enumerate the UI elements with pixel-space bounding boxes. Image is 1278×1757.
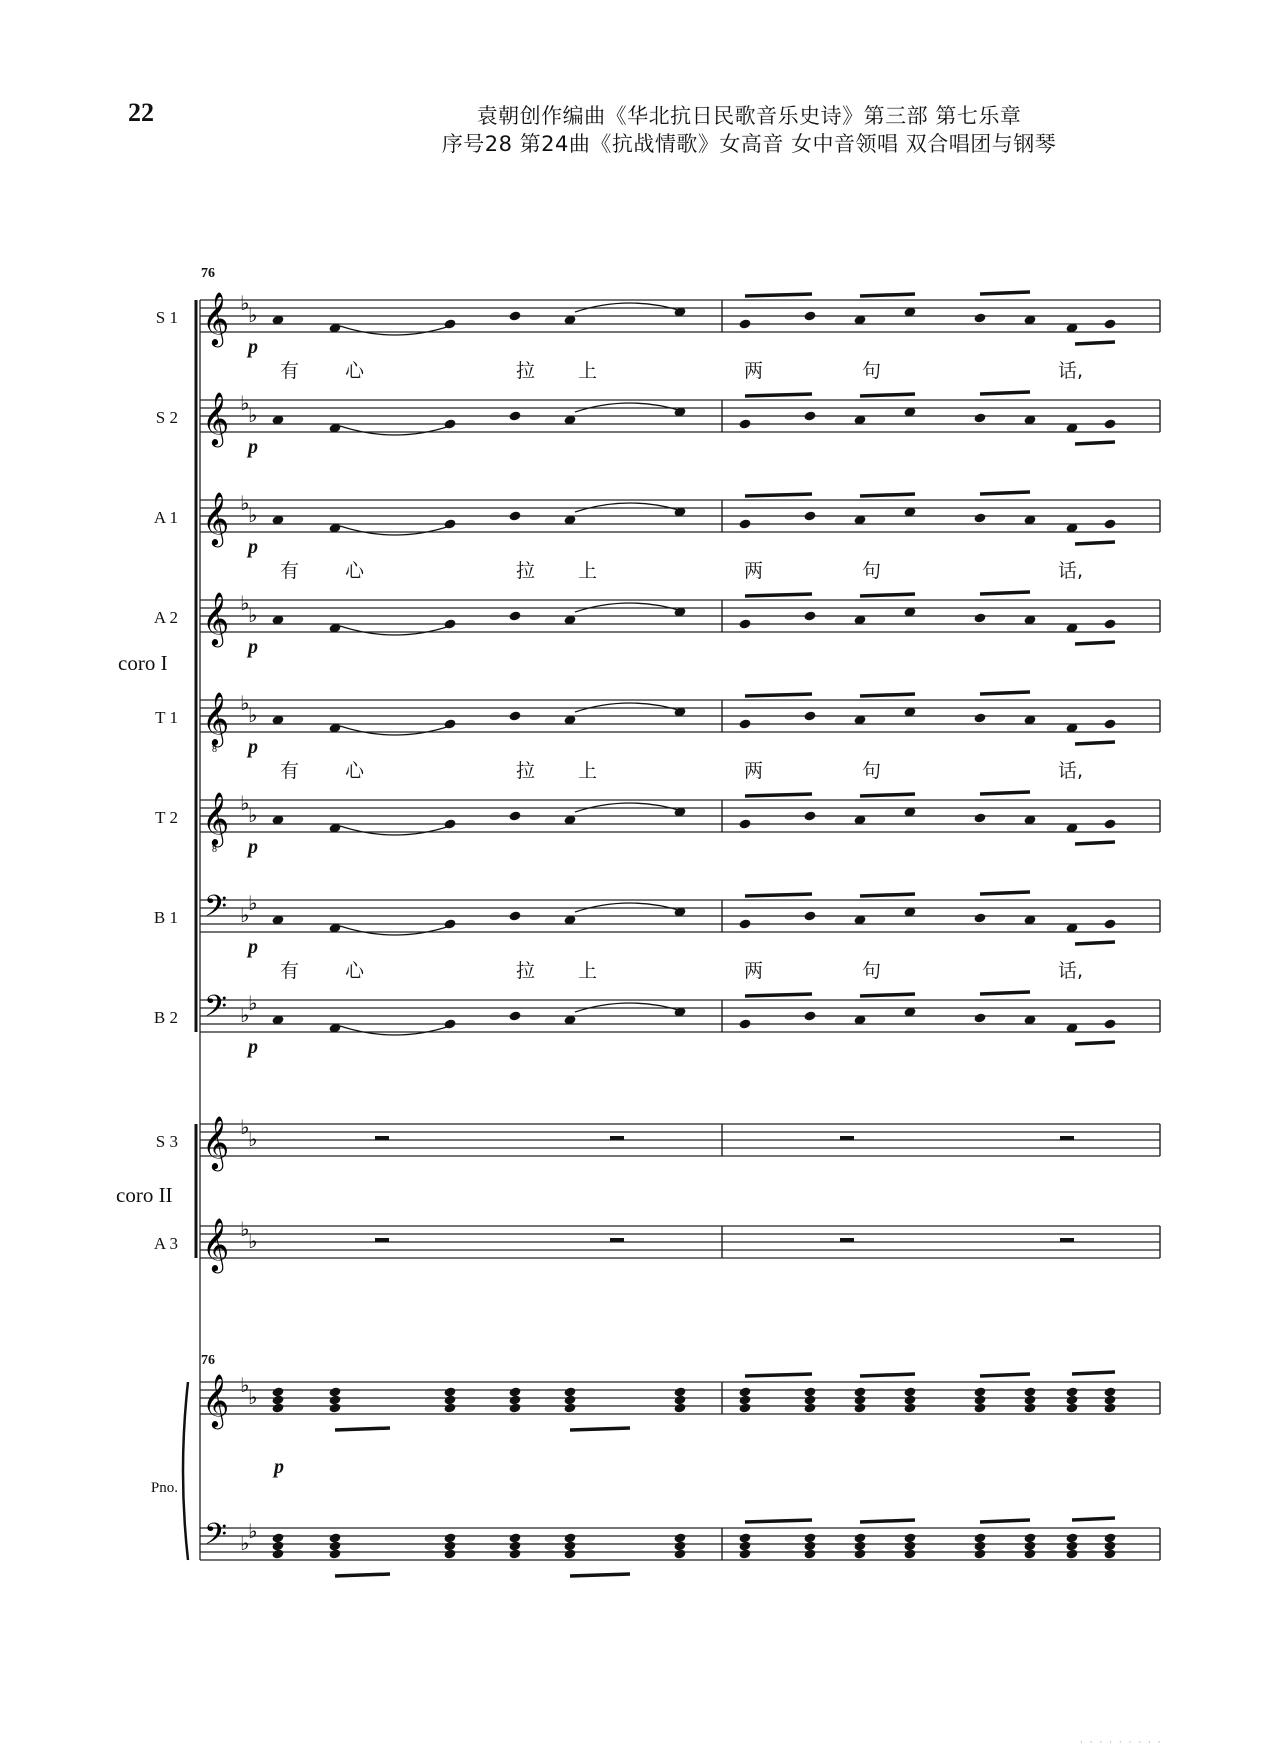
lyric-syllable: 心 [345, 760, 365, 782]
beam [335, 1574, 390, 1576]
bass-clef-icon: 𝄢 [204, 990, 228, 1031]
lyric-syllable: 有 [280, 560, 300, 582]
beam [980, 992, 1030, 994]
beam [570, 1574, 630, 1576]
beam [1075, 542, 1115, 544]
flat-icon: ♭ [248, 503, 258, 527]
treble-clef-icon: 𝄞 [202, 1115, 230, 1169]
flat-icon: ♭ [240, 1531, 250, 1555]
half-rest [610, 1136, 624, 1140]
flat-icon: ♭ [248, 891, 258, 915]
lyric-syllable: 有 [280, 760, 300, 782]
notehead [738, 918, 751, 929]
header-title: 袁朝创作编曲《华北抗日民歌音乐史诗》第三部 第七乐章 [476, 104, 1022, 128]
flat-icon: ♭ [240, 1217, 250, 1241]
beam [980, 592, 1030, 594]
flat-icon: ♭ [240, 903, 250, 927]
staff-label: T 1 [155, 708, 178, 727]
notehead [803, 810, 816, 821]
half-rest [1060, 1238, 1074, 1242]
beam [860, 1374, 915, 1376]
treble-clef-icon: 𝄞 [202, 1217, 230, 1271]
notehead [853, 1402, 866, 1413]
lyric-syllable: 话, [1058, 560, 1084, 582]
lyric-syllable: 拉 [516, 960, 536, 982]
lyric-syllable: 两 [744, 760, 764, 782]
flat-icon: ♭ [248, 991, 258, 1015]
measure-number: 76 [201, 266, 215, 281]
staff-label: S 1 [155, 308, 178, 327]
notehead [1065, 1548, 1078, 1559]
dynamic-marking: p [248, 736, 258, 758]
group-label-coro2: coro II [116, 1183, 173, 1207]
slur [340, 726, 450, 735]
lyric-syllable: 两 [744, 960, 764, 982]
beam [860, 694, 915, 696]
staff-label: A 2 [153, 608, 178, 627]
notehead [803, 1548, 816, 1559]
flat-icon: ♭ [240, 791, 250, 815]
treble-clef-icon: 𝄞 [202, 291, 230, 345]
beam [980, 1374, 1030, 1376]
lyric-syllable: 话, [1058, 960, 1084, 982]
dynamic-marking: p [248, 1036, 258, 1058]
beam [335, 1428, 390, 1430]
staff-label: A 1 [153, 508, 178, 527]
notehead [853, 1548, 866, 1559]
piano-dynamic: p [274, 1456, 284, 1478]
lyric-syllable: 句 [862, 360, 882, 382]
notehead [973, 412, 986, 423]
notehead [1103, 618, 1116, 629]
slur [340, 426, 450, 435]
notehead [738, 818, 751, 829]
flat-icon: ♭ [240, 1115, 250, 1139]
group-label-coro1: coro I [118, 651, 168, 675]
notehead [271, 1402, 284, 1413]
notehead [1103, 518, 1116, 529]
beam [745, 394, 812, 396]
notehead [973, 612, 986, 623]
flat-icon: ♭ [248, 1385, 258, 1409]
staff-label: S 3 [155, 1132, 178, 1151]
slur [340, 626, 450, 635]
notehead [1103, 1402, 1116, 1413]
notehead [803, 510, 816, 521]
notehead [508, 610, 521, 621]
beam [745, 894, 812, 896]
lyric-syllable: 话, [1058, 760, 1084, 782]
dynamic-marking: p [248, 536, 258, 558]
notehead [738, 618, 751, 629]
beam [980, 392, 1030, 394]
beam [745, 494, 812, 496]
notehead [508, 310, 521, 321]
lyric-syllable: 上 [578, 360, 598, 382]
notehead [443, 1402, 456, 1413]
slur [340, 926, 450, 935]
beam [745, 1374, 812, 1376]
treble-clef-icon: 𝄞 [202, 491, 230, 545]
notehead [1103, 418, 1116, 429]
treble-clef-icon: 𝄞 [202, 391, 230, 445]
notehead [803, 910, 816, 921]
flat-icon: ♭ [248, 303, 258, 327]
octave-mark: 8 [212, 844, 217, 855]
flat-icon: ♭ [240, 291, 250, 315]
dynamic-marking: p [248, 336, 258, 358]
beam [1075, 742, 1115, 744]
beam [980, 792, 1030, 794]
beam [860, 394, 915, 396]
lyric-syllable: 心 [345, 960, 365, 982]
notehead [973, 1548, 986, 1559]
beam [980, 492, 1030, 494]
notehead [443, 1548, 456, 1559]
notehead [738, 518, 751, 529]
notehead [508, 710, 521, 721]
notehead [1103, 318, 1116, 329]
treble-clef-icon: 𝄞 [202, 591, 230, 645]
half-rest [610, 1238, 624, 1242]
notehead [738, 718, 751, 729]
flat-icon: ♭ [248, 1519, 258, 1543]
footer-mark: · · · · · · · · · [1080, 1738, 1163, 1748]
beam [1075, 642, 1115, 644]
lyric-syllable: 句 [862, 960, 882, 982]
notehead [803, 410, 816, 421]
lyric-syllable: 上 [578, 960, 598, 982]
treble-clef-icon: 𝄞 [202, 791, 230, 845]
slur [340, 326, 450, 335]
dynamic-marking: p [248, 636, 258, 658]
notehead [1103, 918, 1116, 929]
notehead [738, 318, 751, 329]
notehead [973, 912, 986, 923]
lyric-syllable: 两 [744, 360, 764, 382]
notehead [1103, 1548, 1116, 1559]
notehead [508, 510, 521, 521]
treble-clef-icon: 𝄞 [202, 691, 230, 745]
flat-icon: ♭ [240, 391, 250, 415]
staff-label: S 2 [155, 408, 178, 427]
flat-icon: ♭ [248, 1229, 258, 1253]
header-subtitle: 序号28 第24曲《抗战情歌》女高音 女中音领唱 双合唱团与钢琴 [441, 132, 1057, 156]
flat-icon: ♭ [240, 491, 250, 515]
half-rest [375, 1238, 389, 1242]
half-rest [840, 1136, 854, 1140]
notehead [903, 1402, 916, 1413]
beam [1072, 1372, 1115, 1374]
notehead [738, 1402, 751, 1413]
notehead [1103, 1018, 1116, 1029]
staff-label: A 3 [153, 1234, 178, 1253]
beam [860, 994, 915, 996]
lyric-syllable: 上 [578, 560, 598, 582]
notehead [508, 910, 521, 921]
piano-brace [183, 1382, 188, 1560]
beam [745, 1520, 812, 1522]
beam [1075, 442, 1115, 444]
notehead [673, 1548, 686, 1559]
notehead [973, 1402, 986, 1413]
notehead [803, 710, 816, 721]
beam [980, 892, 1030, 894]
notehead [738, 418, 751, 429]
notehead [738, 1548, 751, 1559]
dynamic-marking: p [248, 436, 258, 458]
beam [1075, 1042, 1115, 1044]
lyric-syllable: 上 [578, 760, 598, 782]
notehead [328, 1402, 341, 1413]
slur [340, 1026, 450, 1035]
notehead [803, 610, 816, 621]
flat-icon: ♭ [240, 591, 250, 615]
notehead [738, 1018, 751, 1029]
piano-measure-number: 76 [201, 1353, 215, 1368]
flat-icon: ♭ [240, 691, 250, 715]
lyric-syllable: 心 [345, 360, 365, 382]
page-number: 22 [128, 98, 154, 127]
beam [860, 494, 915, 496]
lyric-syllable: 两 [744, 560, 764, 582]
notehead [973, 712, 986, 723]
beam [1075, 342, 1115, 344]
notehead [508, 410, 521, 421]
beam [860, 894, 915, 896]
notehead [508, 1548, 521, 1559]
beam [980, 292, 1030, 294]
notehead [973, 312, 986, 323]
lyric-syllable: 有 [280, 360, 300, 382]
beam [860, 594, 915, 596]
beam [745, 694, 812, 696]
treble-clef-icon: 𝄞 [202, 1373, 230, 1427]
beam [860, 1520, 915, 1522]
notehead [973, 512, 986, 523]
flat-icon: ♭ [240, 1373, 250, 1397]
staff-label: B 1 [153, 908, 178, 927]
notehead [1103, 718, 1116, 729]
flat-icon: ♭ [248, 403, 258, 427]
notehead [508, 1402, 521, 1413]
notehead [508, 1010, 521, 1021]
half-rest [375, 1136, 389, 1140]
notehead [1103, 818, 1116, 829]
notehead [1065, 1402, 1078, 1413]
staff-label: B 2 [153, 1008, 178, 1027]
staff-label: T 2 [155, 808, 178, 827]
notehead [1023, 1548, 1036, 1559]
slur [340, 526, 450, 535]
notehead [973, 812, 986, 823]
slur [340, 826, 450, 835]
beam [1072, 1518, 1115, 1520]
flat-icon: ♭ [240, 1003, 250, 1027]
notehead [803, 310, 816, 321]
lyric-syllable: 拉 [516, 760, 536, 782]
lyric-syllable: 拉 [516, 360, 536, 382]
notehead [903, 1548, 916, 1559]
flat-icon: ♭ [248, 603, 258, 627]
beam [745, 994, 812, 996]
beam [980, 692, 1030, 694]
notehead [328, 1548, 341, 1559]
bass-clef-icon: 𝄢 [204, 890, 228, 931]
group-label-piano: Pno. [150, 1480, 178, 1496]
notehead [1023, 1402, 1036, 1413]
beam [745, 794, 812, 796]
notehead [673, 1402, 686, 1413]
notehead [271, 1548, 284, 1559]
dynamic-marking: p [248, 936, 258, 958]
notehead [508, 810, 521, 821]
lyric-syllable: 句 [862, 560, 882, 582]
half-rest [840, 1238, 854, 1242]
lyric-syllable: 心 [345, 560, 365, 582]
notehead [563, 1402, 576, 1413]
beam [745, 594, 812, 596]
lyric-syllable: 拉 [516, 560, 536, 582]
notehead [563, 1548, 576, 1559]
beam [860, 794, 915, 796]
flat-icon: ♭ [248, 703, 258, 727]
half-rest [1060, 1136, 1074, 1140]
beam [1075, 942, 1115, 944]
beam [860, 294, 915, 296]
notehead [973, 1012, 986, 1023]
beam [570, 1428, 630, 1430]
lyric-syllable: 句 [862, 760, 882, 782]
bass-clef-icon: 𝄢 [204, 1518, 228, 1559]
flat-icon: ♭ [248, 1127, 258, 1151]
octave-mark: 8 [212, 744, 217, 755]
beam [745, 294, 812, 296]
lyric-syllable: 有 [280, 960, 300, 982]
dynamic-marking: p [248, 836, 258, 858]
beam [1075, 842, 1115, 844]
beam [980, 1520, 1030, 1522]
notehead [803, 1010, 816, 1021]
notehead [803, 1402, 816, 1413]
flat-icon: ♭ [248, 803, 258, 827]
lyric-syllable: 话, [1058, 360, 1084, 382]
